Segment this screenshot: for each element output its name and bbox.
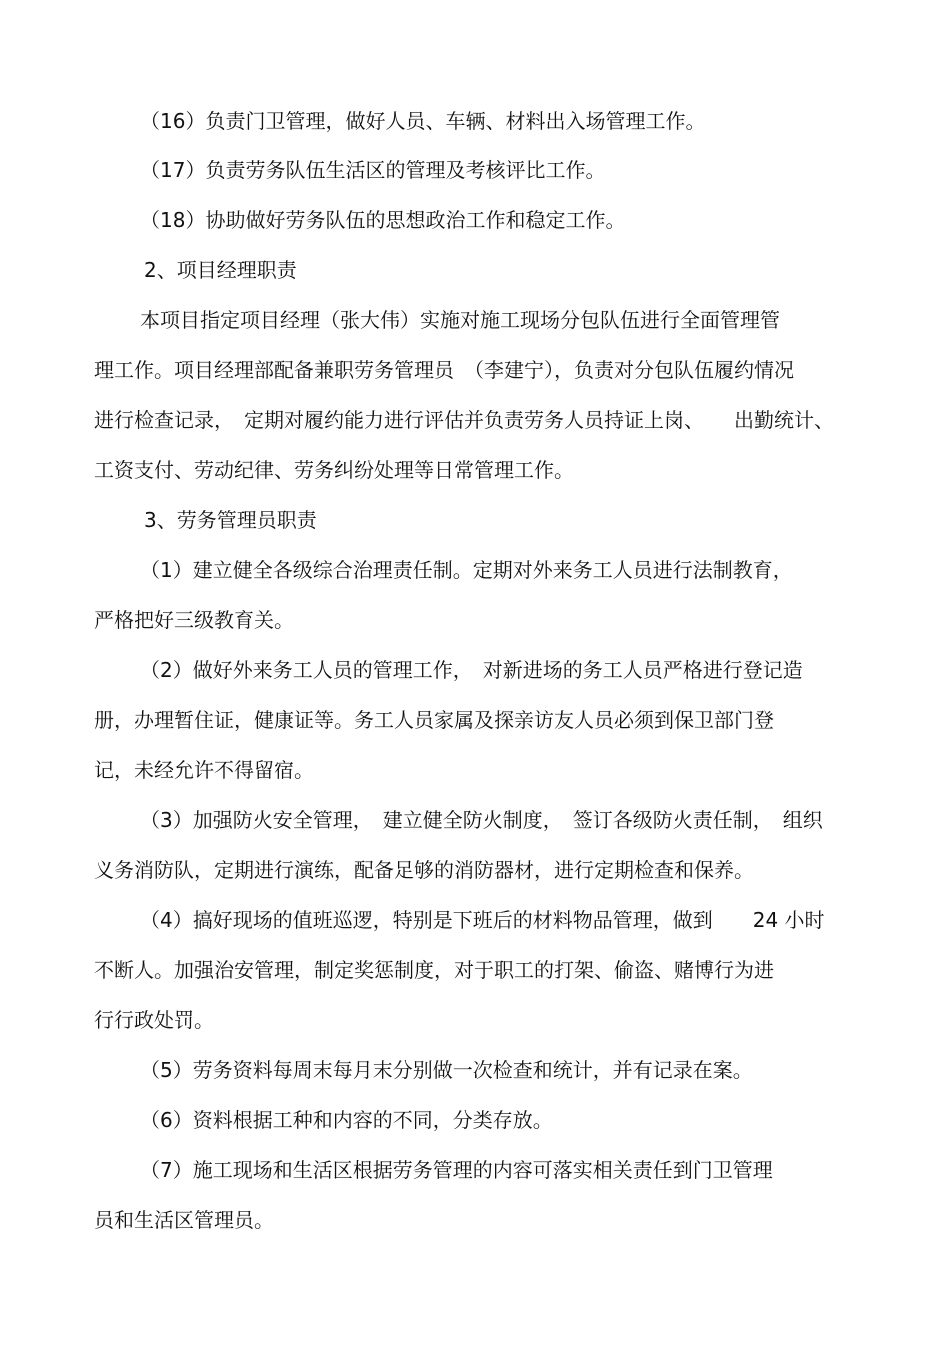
item-4-line: 行行政处罚。 bbox=[94, 1008, 214, 1032]
item-5-line: （5）劳务资料每周末每月末分别做一次检查和统计，并有记录在案。 bbox=[140, 1058, 753, 1082]
section-heading-labor-manager: 3、劳务管理员职责 bbox=[144, 508, 317, 532]
item-16-line: （16）负责门卫管理，做好人员、车辆、材料出入场管理工作。 bbox=[140, 109, 706, 133]
paragraph-line: 工资支付、劳动纪律、劳务纠纷处理等日常管理工作。 bbox=[94, 458, 574, 482]
item-2-line: （2）做好外来务工人员的管理工作， 对新进场的务工人员严格进行登记造 bbox=[140, 658, 803, 682]
item-7-line: 员和生活区管理员。 bbox=[94, 1208, 274, 1232]
item-2-line: 记，未经允许不得留宿。 bbox=[94, 758, 314, 782]
item-7-line: （7）施工现场和生活区根据劳务管理的内容可落实相关责任到门卫管理 bbox=[140, 1158, 773, 1182]
item-3-line: （3）加强防火安全管理， 建立健全防火制度， 签订各级防火责任制， 组织 bbox=[140, 808, 823, 832]
item-18-line: （18）协助做好劳务队伍的思想政治工作和稳定工作。 bbox=[140, 208, 626, 232]
item-1-line: （1）建立健全各级综合治理责任制。定期对外来务工人员进行法制教育， bbox=[140, 558, 793, 582]
paragraph-line: 理工作。项目经理部配备兼职劳务管理员 （李建宁），负责对分包队伍履约情况 bbox=[94, 358, 794, 382]
item-17-line: （17）负责劳务队伍生活区的管理及考核评比工作。 bbox=[140, 158, 606, 182]
item-4-line: 不断人。加强治安管理，制定奖惩制度，对于职工的打架、偷盗、赌博行为进 bbox=[94, 958, 774, 982]
item-3-line: 义务消防队，定期进行演练，配备足够的消防器材，进行定期检查和保养。 bbox=[94, 858, 754, 882]
item-6-line: （6）资料根据工种和内容的不同，分类存放。 bbox=[140, 1108, 553, 1132]
item-1-line: 严格把好三级教育关。 bbox=[94, 608, 294, 632]
section-heading-project-manager: 2、项目经理职责 bbox=[144, 258, 297, 282]
item-2-line: 册，办理暂住证，健康证等。务工人员家属及探亲访友人员必须到保卫部门登 bbox=[94, 708, 774, 732]
paragraph-line: 本项目指定项目经理（张大伟）实施对施工现场分包队伍进行全面管理管 bbox=[140, 308, 780, 332]
item-4-line: （4）搞好现场的值班巡逻，特别是下班后的材料物品管理，做到 24 小时 bbox=[140, 908, 825, 932]
paragraph-line: 进行检查记录， 定期对履约能力进行评估并负责劳务人员持证上岗、 出勤统计、 bbox=[94, 408, 834, 432]
